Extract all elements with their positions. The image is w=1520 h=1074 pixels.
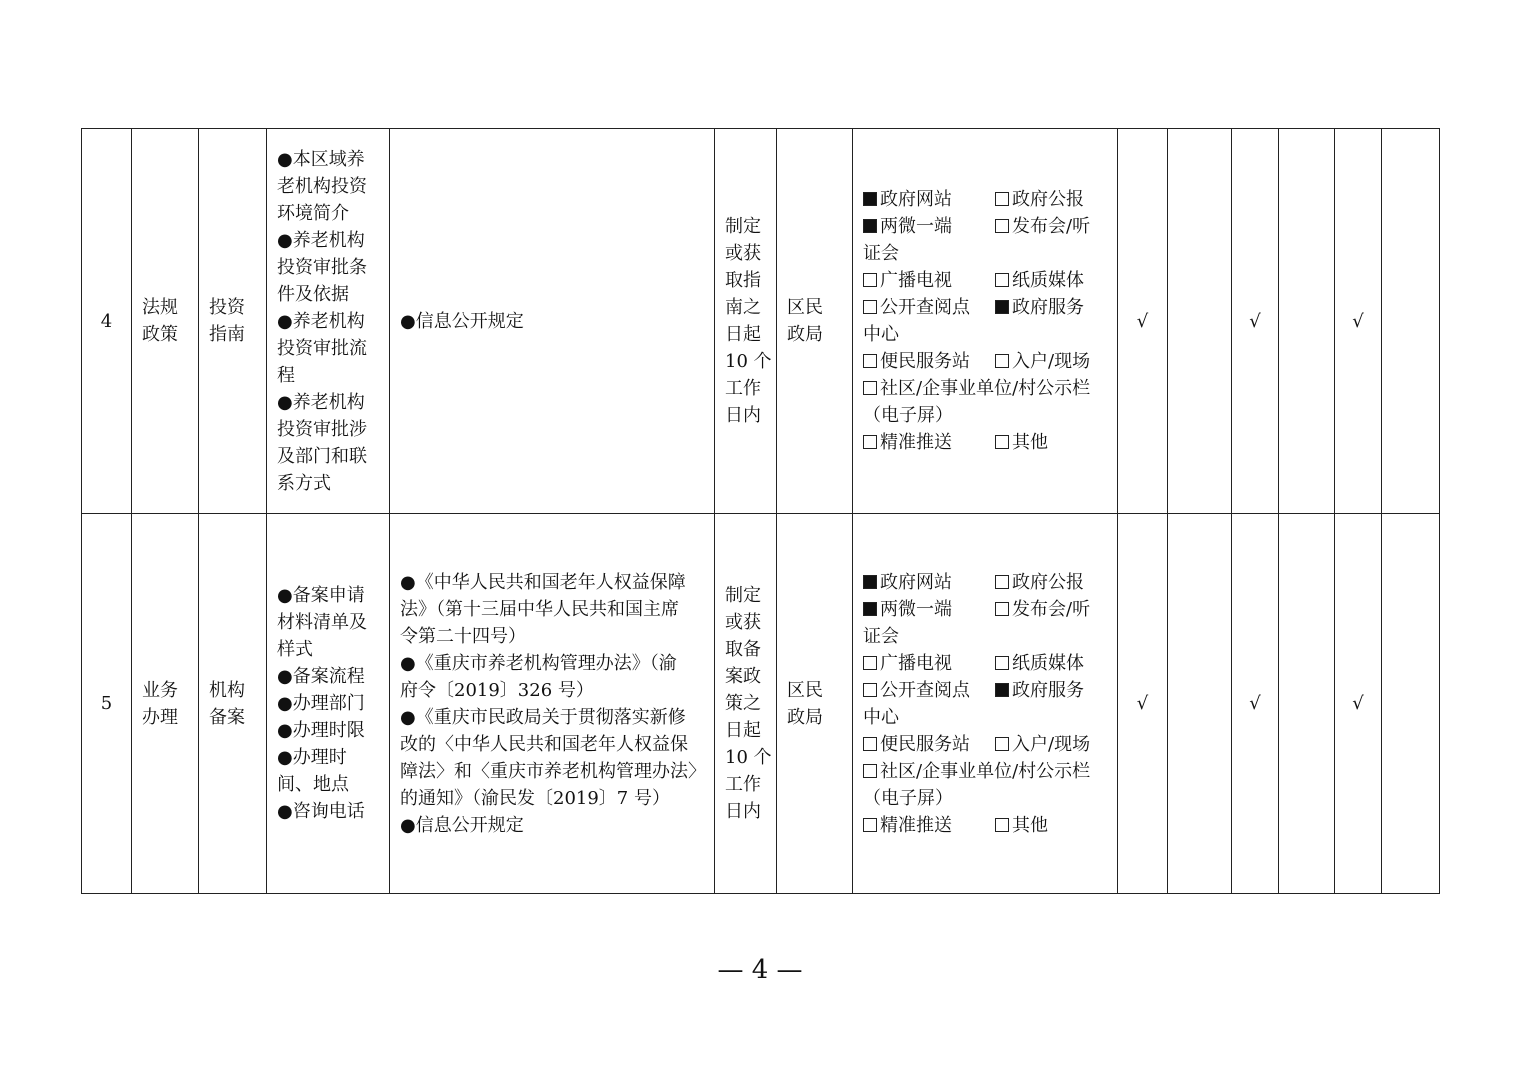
channel-option [863,348,995,375]
channel-label: 精准推送 [880,814,952,836]
row-number: 5 [82,514,132,894]
time-line: 制定 [725,216,761,237]
content-line: 程 [277,364,295,386]
basis-line: ●《中华人民共和国老年人权益保障 [400,571,686,593]
time-line: 制定 [725,585,761,606]
content-line: 老机构投资 [277,175,367,197]
channel-line [863,785,1111,812]
scope-mark-cell: √ [1118,129,1168,514]
basis-cell [390,129,715,514]
scope-mark-cell [1382,129,1440,514]
scope-mark-cell: √ [1335,514,1382,894]
channel-line [863,569,1111,596]
channel-option [863,731,995,758]
channel-label: 便民服务站 [880,733,970,755]
time-line: 工作 [725,774,761,795]
subcategory-text: 投资 [209,297,245,318]
channel-line [863,213,1111,240]
channel-continuation-text: 证会 [863,625,899,647]
time-line: 日起 [725,324,761,345]
channel-continuation-text: 中心 [863,324,899,345]
channel-line [863,731,1111,758]
category-cell [132,514,199,894]
scope-mark-cell: √ [1232,129,1279,514]
channel-label: 发布会/听 [1012,216,1091,237]
unchecked-box-icon [863,656,877,670]
channel-label: 两微一端 [880,216,952,237]
unchecked-box-icon [863,683,877,697]
content-line: ●备案申请 [277,585,365,606]
channel-line [863,348,1111,375]
channel-label: 其他 [1012,432,1048,453]
time-line: 或获 [725,243,761,264]
unchecked-box-icon [863,300,877,314]
unchecked-box-icon [995,192,1009,206]
channel-option [995,213,1090,240]
channel-option [995,267,1084,294]
basis-line: 障法〉和〈重庆市养老机构管理办法〉 [400,760,706,782]
basis-line: 法》（第十三届中华人民共和国主席 [400,598,679,620]
channel-label: 发布会/听 [1012,598,1091,620]
unchecked-box-icon [995,354,1009,368]
channel-option [863,267,995,294]
department-text: 区民 [787,297,823,318]
channel-line [863,812,1111,839]
content-line: 系方式 [277,472,331,494]
channel-line [863,596,1111,623]
disclosure-table [81,128,1440,894]
subcategory-text: 机构 [209,679,245,701]
department-text: 政局 [787,706,823,728]
channel-option [863,294,995,321]
unchecked-box-icon [995,818,1009,832]
content-line: 件及依据 [277,283,349,305]
row-number: 4 [82,129,132,514]
scope-mark-cell [1279,129,1335,514]
channel-line [863,321,1111,348]
channel-line [863,704,1111,731]
checked-box-icon [995,683,1009,697]
channels-cell [853,129,1118,514]
content-line: ●养老机构 [277,310,365,332]
department-cell [777,129,853,514]
subcategory-cell [199,129,267,514]
basis-line: ●《重庆市养老机构管理办法》（渝 [400,652,677,674]
channel-line [863,267,1111,294]
channel-line [863,186,1111,213]
scope-mark-cell [1279,514,1335,894]
checked-box-icon [863,602,877,616]
checked-box-icon [863,575,877,589]
channel-option [863,569,995,596]
table-row [82,129,1440,514]
channel-line [863,429,1111,456]
checked-box-icon [863,192,877,206]
unchecked-box-icon [863,737,877,751]
channel-label: 社区/企事业单位/村公示栏 [880,378,1091,399]
channel-label: 社区/企事业单位/村公示栏 [880,760,1091,782]
content-line: 投资审批流 [277,337,367,359]
channel-label: 入户/现场 [1012,351,1091,372]
content-line: 间、地点 [277,774,349,795]
department-text: 区民 [787,679,823,701]
channel-option [863,213,995,240]
channel-option [863,758,1090,785]
channel-option [863,375,1090,402]
content-line: ●咨询电话 [277,801,365,822]
time-limit-cell [715,129,777,514]
time-line: 取备 [725,639,761,660]
basis-line: 的通知》（渝民发〔2019〕7 号） [400,787,670,809]
channel-label: 纸质媒体 [1012,652,1084,674]
channel-continuation-text: （电子屏） [863,787,953,809]
channel-label: 公开查阅点 [880,297,970,318]
content-line: ●办理部门 [277,693,365,714]
channel-label: 入户/现场 [1012,733,1091,755]
category-text: 政策 [142,324,178,345]
basis-line: 府令〔2019〕326 号） [400,679,594,701]
channel-option [995,812,1048,839]
channel-continuation-text: （电子屏） [863,405,953,426]
channel-continuation-text: 证会 [863,243,899,264]
unchecked-box-icon [863,818,877,832]
time-line: 或获 [725,612,761,633]
channel-option [863,596,995,623]
basis-line: 改的〈中华人民共和国老年人权益保 [400,733,688,755]
department-text: 政局 [787,324,823,345]
category-text: 办理 [142,706,178,728]
time-line: 日内 [725,405,761,426]
scope-mark-cell [1168,514,1232,894]
channel-option [995,429,1048,456]
basis-line: ●《重庆市民政局关于贯彻落实新修 [400,706,686,728]
channel-option [995,186,1084,213]
channel-line [863,240,1111,267]
channel-line [863,623,1111,650]
channel-label: 两微一端 [880,598,952,620]
unchecked-box-icon [863,354,877,368]
subcategory-cell [199,514,267,894]
time-line: 南之 [725,297,761,318]
content-line: ●本区域养 [277,148,365,170]
channel-label: 纸质媒体 [1012,270,1084,291]
department-cell [777,514,853,894]
time-line: 10 个 [725,351,772,372]
channel-option [995,569,1084,596]
channel-option [863,812,995,839]
time-line: 日内 [725,801,761,822]
scope-mark-cell [1168,129,1232,514]
channel-continuation-text: 中心 [863,706,899,728]
channel-option [995,294,1084,321]
page-number: — 4 — [717,955,803,985]
scope-mark-cell [1382,514,1440,894]
channel-label: 政府服务 [1012,679,1084,701]
unchecked-box-icon [995,435,1009,449]
scope-mark-cell: √ [1118,514,1168,894]
channel-label: 政府服务 [1012,297,1084,318]
subcategory-text: 备案 [209,706,245,728]
channel-label: 广播电视 [880,270,952,291]
channel-line [863,402,1111,429]
content-cell [267,514,390,894]
unchecked-box-icon [995,273,1009,287]
scope-mark-cell: √ [1232,514,1279,894]
content-line: 材料清单及 [277,612,367,633]
channel-label: 政府网站 [880,189,952,210]
unchecked-box-icon [995,602,1009,616]
channel-option [863,186,995,213]
content-line: 环境简介 [277,202,349,224]
content-line: 投资审批条 [277,256,367,278]
content-line: 及部门和联 [277,445,367,467]
channel-label: 精准推送 [880,432,952,453]
basis-cell [390,514,715,894]
time-line: 策之 [725,693,761,714]
channel-line [863,650,1111,677]
unchecked-box-icon [995,219,1009,233]
channel-line [863,758,1111,785]
category-text: 法规 [142,297,178,318]
content-line: ●办理时 [277,747,347,768]
subcategory-text: 指南 [209,324,245,345]
channel-option [995,650,1084,677]
unchecked-box-icon [863,273,877,287]
time-line: 日起 [725,720,761,741]
category-text: 业务 [142,679,178,701]
unchecked-box-icon [863,764,877,778]
channel-line [863,294,1111,321]
category-cell [132,129,199,514]
channel-option [863,677,995,704]
channels-cell [853,514,1118,894]
channel-option [995,731,1090,758]
content-line: ●养老机构 [277,391,365,413]
basis-line: 令第二十四号） [400,625,526,647]
channel-option [995,348,1090,375]
channel-label: 广播电视 [880,652,952,674]
basis-line: ●信息公开规定 [400,814,524,836]
channel-label: 公开查阅点 [880,679,970,701]
channel-label: 政府公报 [1012,571,1084,593]
unchecked-box-icon [863,435,877,449]
scope-mark-cell: √ [1335,129,1382,514]
channel-option [995,596,1090,623]
channel-line [863,375,1111,402]
content-line: ●备案流程 [277,666,365,687]
time-line: 工作 [725,378,761,399]
basis-line: ●信息公开规定 [400,310,524,332]
content-cell [267,129,390,514]
time-line: 10 个 [725,747,772,768]
channel-option [863,429,995,456]
channel-option [863,650,995,677]
content-line: ●办理时限 [277,720,365,741]
channel-label: 其他 [1012,814,1048,836]
checked-box-icon [995,300,1009,314]
unchecked-box-icon [995,656,1009,670]
unchecked-box-icon [995,575,1009,589]
channel-option [995,677,1084,704]
content-line: ●养老机构 [277,229,365,251]
unchecked-box-icon [863,381,877,395]
checked-box-icon [863,219,877,233]
channel-line [863,677,1111,704]
channel-label: 便民服务站 [880,351,970,372]
time-limit-cell [715,514,777,894]
time-line: 取指 [725,270,761,291]
content-line: 投资审批涉 [277,418,367,440]
unchecked-box-icon [995,737,1009,751]
time-line: 案政 [725,666,761,687]
channel-label: 政府网站 [880,571,952,593]
table-row [82,514,1440,894]
channel-label: 政府公报 [1012,189,1084,210]
content-line: 样式 [277,639,313,660]
